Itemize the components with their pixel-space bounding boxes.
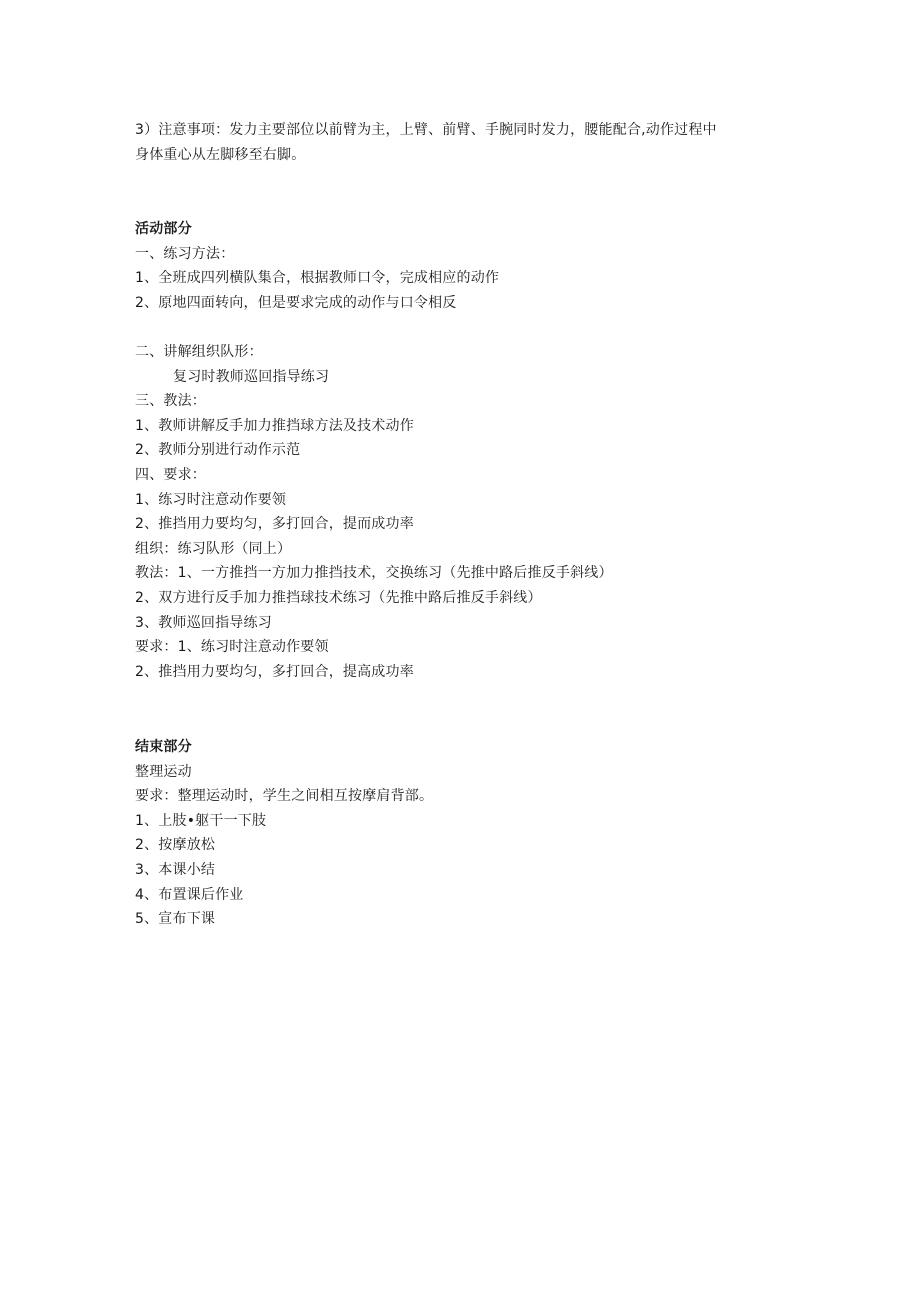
notes-paragraph xyxy=(135,118,785,167)
ending-section xyxy=(135,735,785,932)
requirements2-item: 要求：1、练习时注意动作要领 xyxy=(135,639,329,656)
ending-item: 4、布置课后作业 xyxy=(135,886,244,903)
teaching-item: 1、教师讲解反手加力推挡球方法及技术动作 xyxy=(135,417,414,434)
activity-section xyxy=(135,217,785,684)
requirements-item: 2、推挡用力要均匀，多打回合，提而成功率 xyxy=(135,516,414,533)
spacer xyxy=(135,315,785,340)
ending-item: 5、宣布下课 xyxy=(135,911,216,928)
organization-line: 组织：练习队形（同上） xyxy=(135,540,292,557)
teaching-title: 三、教法： xyxy=(135,393,206,410)
teaching2-item: 教法：1、一方推挡一方加力推挡技术，交换练习（先推中路后推反手斜线） xyxy=(135,565,613,582)
ending-item: 1、上肢•躯干一下肢 xyxy=(135,812,267,829)
ending-subtitle: 整理运动 xyxy=(135,763,192,780)
ending-item: 2、按摩放松 xyxy=(135,837,216,854)
ending-heading: 结束部分 xyxy=(135,739,192,755)
notes-line-1: 3）注意事项：发力主要部位以前臂为主，上臂、前臂、手腕同时发力，腰能配合,动作过程中 xyxy=(135,122,717,138)
method-item: 2、原地四面转向，但是要求完成的动作与口令相反 xyxy=(135,294,457,311)
formation-title: 二、讲解组织队形： xyxy=(135,343,263,360)
teaching2-item: 3、教师巡回指导练习 xyxy=(135,614,272,631)
teaching2-item: 2、双方进行反手加力推挡球技术练习（先推中路后推反手斜线） xyxy=(135,589,542,606)
teaching-item: 2、教师分别进行动作示范 xyxy=(135,442,301,459)
method-item: 1、全班成四列横队集合，根据教师口令，完成相应的动作 xyxy=(135,270,500,287)
method-title: 一、练习方法： xyxy=(135,245,235,262)
notes-line-2: 身体重心从左脚移至右脚。 xyxy=(135,146,306,163)
formation-description: 复习时教师巡回指导练习 xyxy=(173,368,330,385)
activity-heading: 活动部分 xyxy=(135,221,192,237)
requirements-item: 1、练习时注意动作要领 xyxy=(135,491,287,508)
ending-item: 3、本课小结 xyxy=(135,861,216,878)
ending-requirement: 要求：整理运动时，学生之间相互按摩肩背部。 xyxy=(135,788,434,805)
requirements2-item: 2、推挡用力要均匀，多打回合，提高成功率 xyxy=(135,663,414,680)
requirements-title: 四、要求： xyxy=(135,466,206,483)
